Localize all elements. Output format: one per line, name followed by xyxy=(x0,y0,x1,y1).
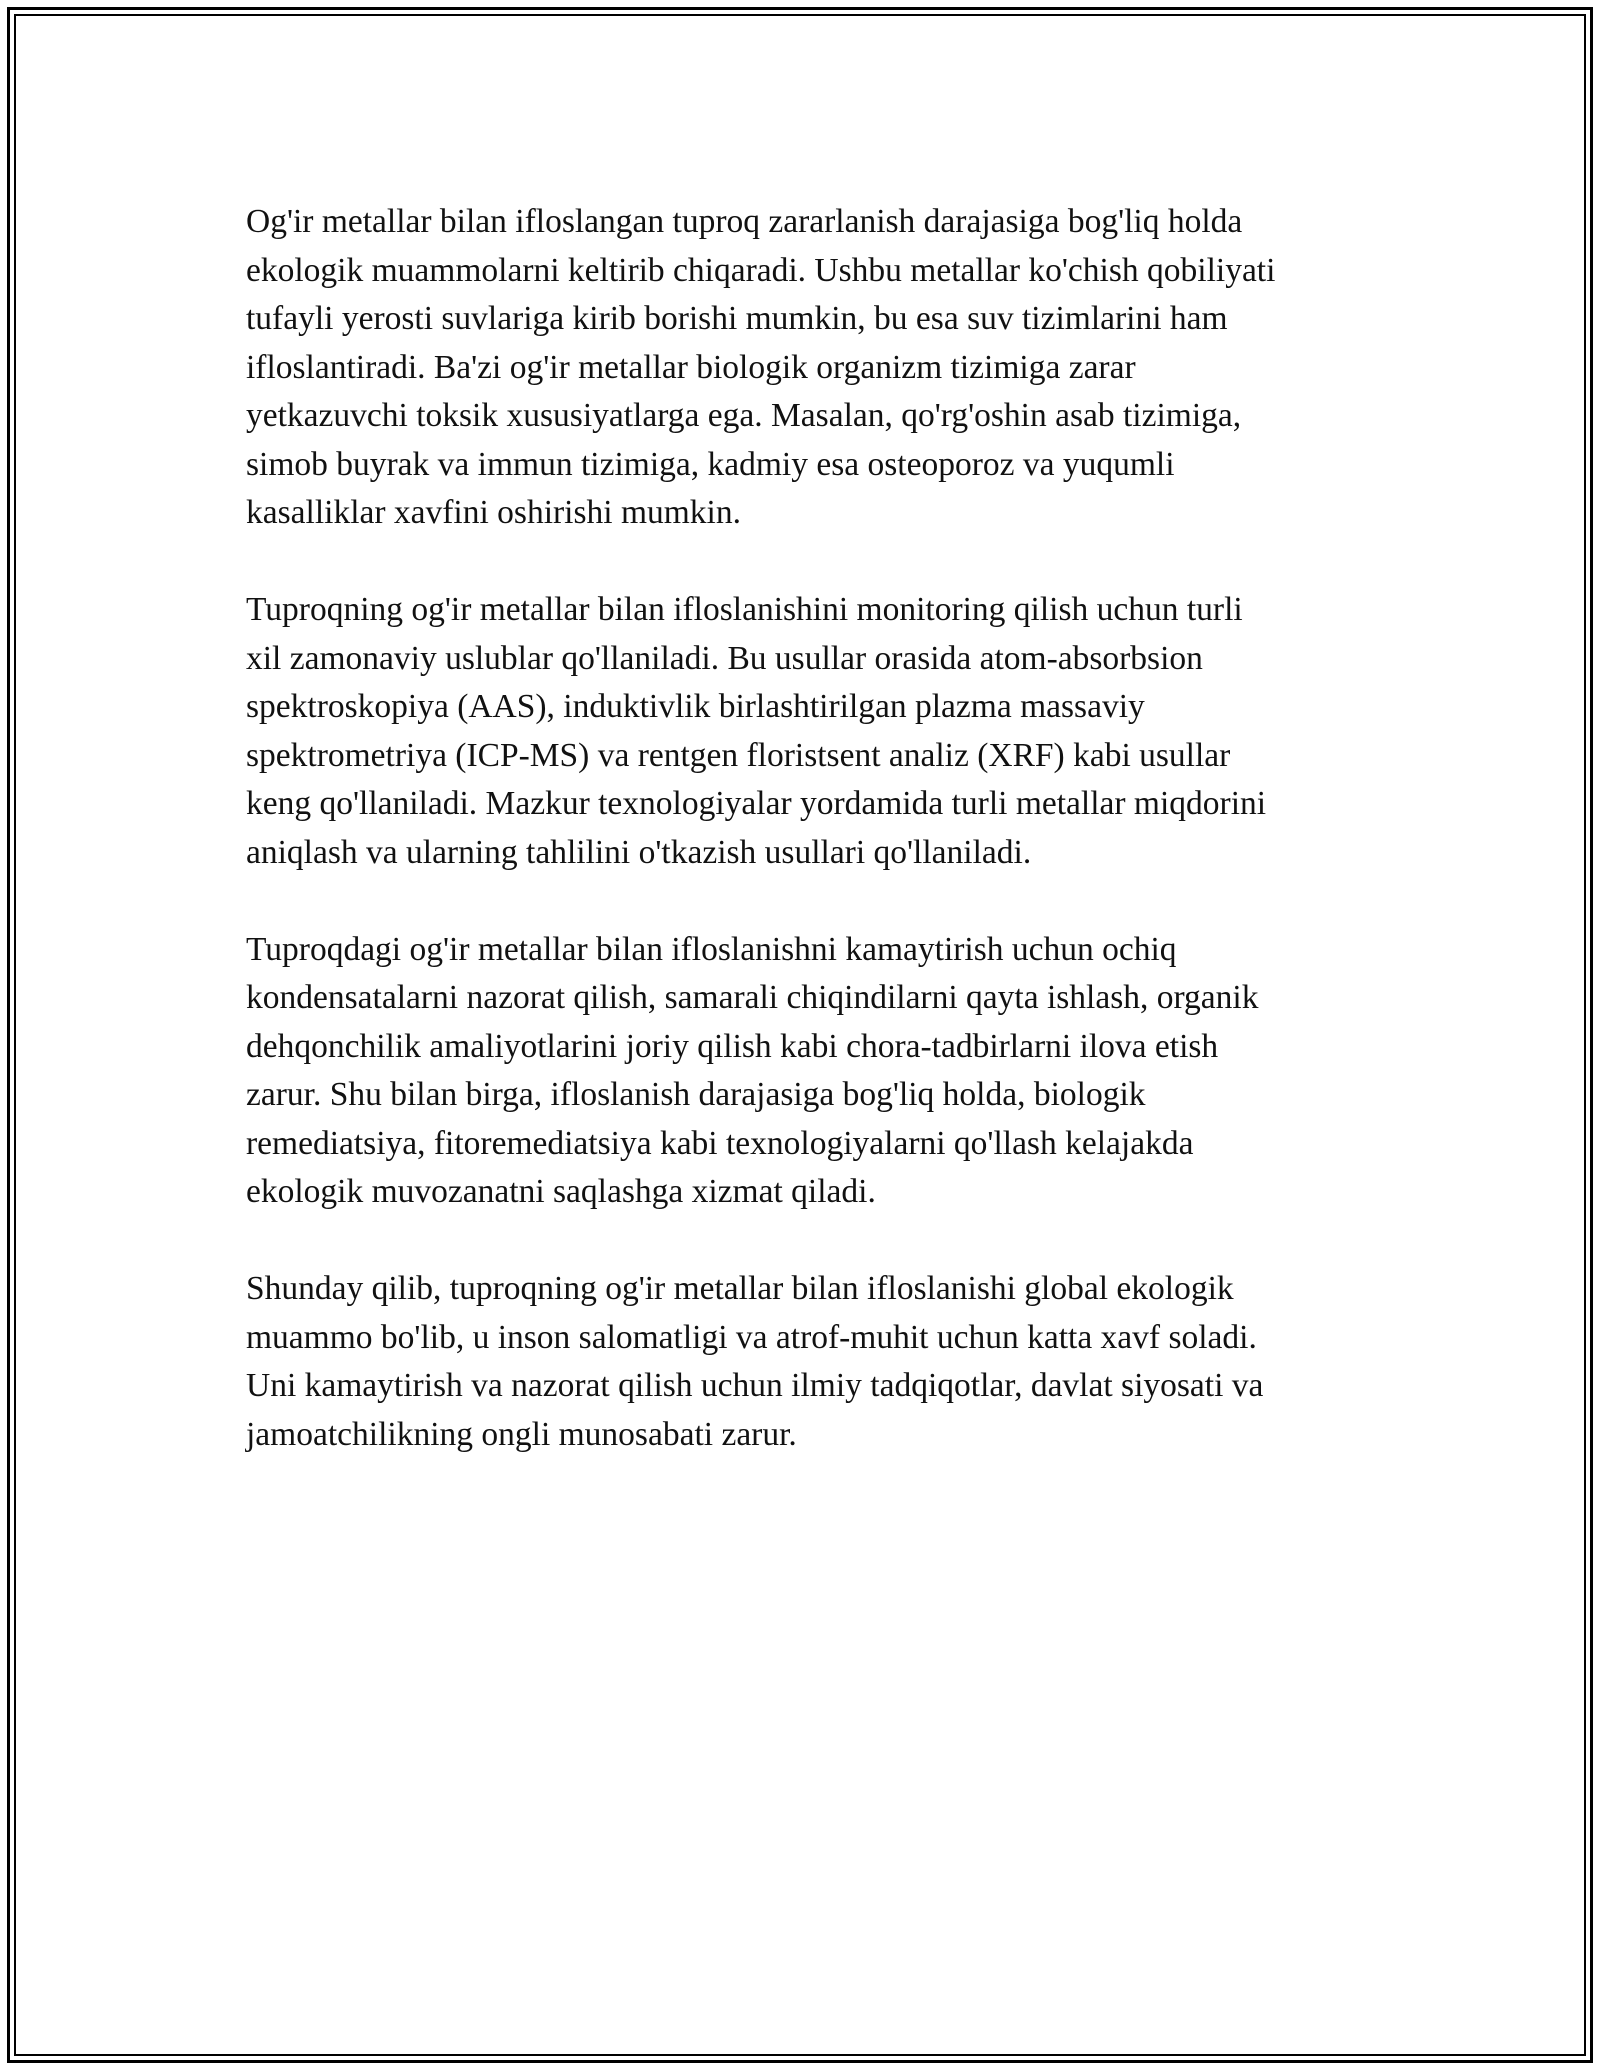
text-line: spektroskopiya (AAS), induktivlik birlashtirilgan plazma massaviy xyxy=(246,688,1145,725)
text-line: Tuproqdagi og'ir metallar bilan ifloslanishni kamaytirish uchun ochiq xyxy=(246,930,1177,968)
text-line: ekologik muammolarni keltirib chiqaradi. Ushbu metallar ko'chish qobiliyati xyxy=(246,251,1276,289)
text-line: spektrometriya (ICP-MS) va rentgen floristsent analiz (XRF) kabi usullar xyxy=(246,736,1231,774)
paragraph-heavy-metals-pollution xyxy=(246,198,1396,538)
text-line: jamoatchilikning ongli munosabati zarur. xyxy=(246,1415,797,1453)
text-line: tufayli yerosti suvlariga kirib borishi mumkin, bu esa suv tizimlarini ham xyxy=(246,300,1228,337)
text-line: remediatsiya, fitoremediatsiya kabi texnologiyalarni qo'llash kelajakda xyxy=(246,1124,1194,1162)
text-line: dehqonchilik amaliyotlarini joriy qilish kabi chora-tadbirlarni ilova etish xyxy=(246,1027,1219,1065)
text-line: zarur. Shu bilan birga, ifloslanish darajasiga bog'liq holda, biologik xyxy=(246,1076,1146,1113)
text-line: kondensatalarni nazorat qilish, samarali chiqindilarni qayta ishlash, organik xyxy=(246,979,1259,1016)
text-line: kasalliklar xavfini oshirishi mumkin. xyxy=(246,494,741,531)
text-line: Og'ir metallar bilan ifloslangan tuproq zararlanish darajasiga bog'liq holda xyxy=(246,203,1243,240)
text-line: keng qo'llaniladi. Mazkur texnologiyalar yordamida turli metallar miqdorini xyxy=(246,785,1267,822)
page-border xyxy=(7,7,1593,2063)
text-line: ekologik muvozanatni saqlashga xizmat qiladi. xyxy=(246,1173,876,1210)
text-line: yetkazuvchi toksik xususiyatlarga ega. Masalan, qo'rg'oshin asab tizimiga, xyxy=(246,397,1242,434)
paragraph-monitoring-methods xyxy=(246,586,1396,877)
text-line: ifloslantiradi. Ba'zi og'ir metallar biologik organizm tizimiga zarar xyxy=(246,348,1136,386)
document-body xyxy=(246,198,1396,1508)
paragraph-reduction-measures xyxy=(246,926,1396,1217)
text-line: muammo bo'lib, u inson salomatligi va atrof-muhit uchun katta xavf soladi. xyxy=(246,1318,1257,1356)
text-line: xil zamonaviy uslublar qo'llaniladi. Bu usullar orasida atom-absorbsion xyxy=(246,639,1203,677)
text-line: Shunday qilib, tuproqning og'ir metallar bilan ifloslanishi global ekologik xyxy=(246,1270,1234,1307)
text-line: simob buyrak va immun tizimiga, kadmiy esa osteoporoz va yuqumli xyxy=(246,445,1175,483)
text-line: Uni kamaytirish va nazorat qilish uchun ilmiy tadqiqotlar, davlat siyosati va xyxy=(246,1367,1264,1404)
paragraph-conclusion xyxy=(246,1265,1396,1459)
text-line: Tuproqning og'ir metallar bilan ifloslanishini monitoring qilish uchun turli xyxy=(246,591,1243,628)
text-line: aniqlash va ularning tahlilini o'tkazish usullari qo'llaniladi. xyxy=(246,833,1032,871)
